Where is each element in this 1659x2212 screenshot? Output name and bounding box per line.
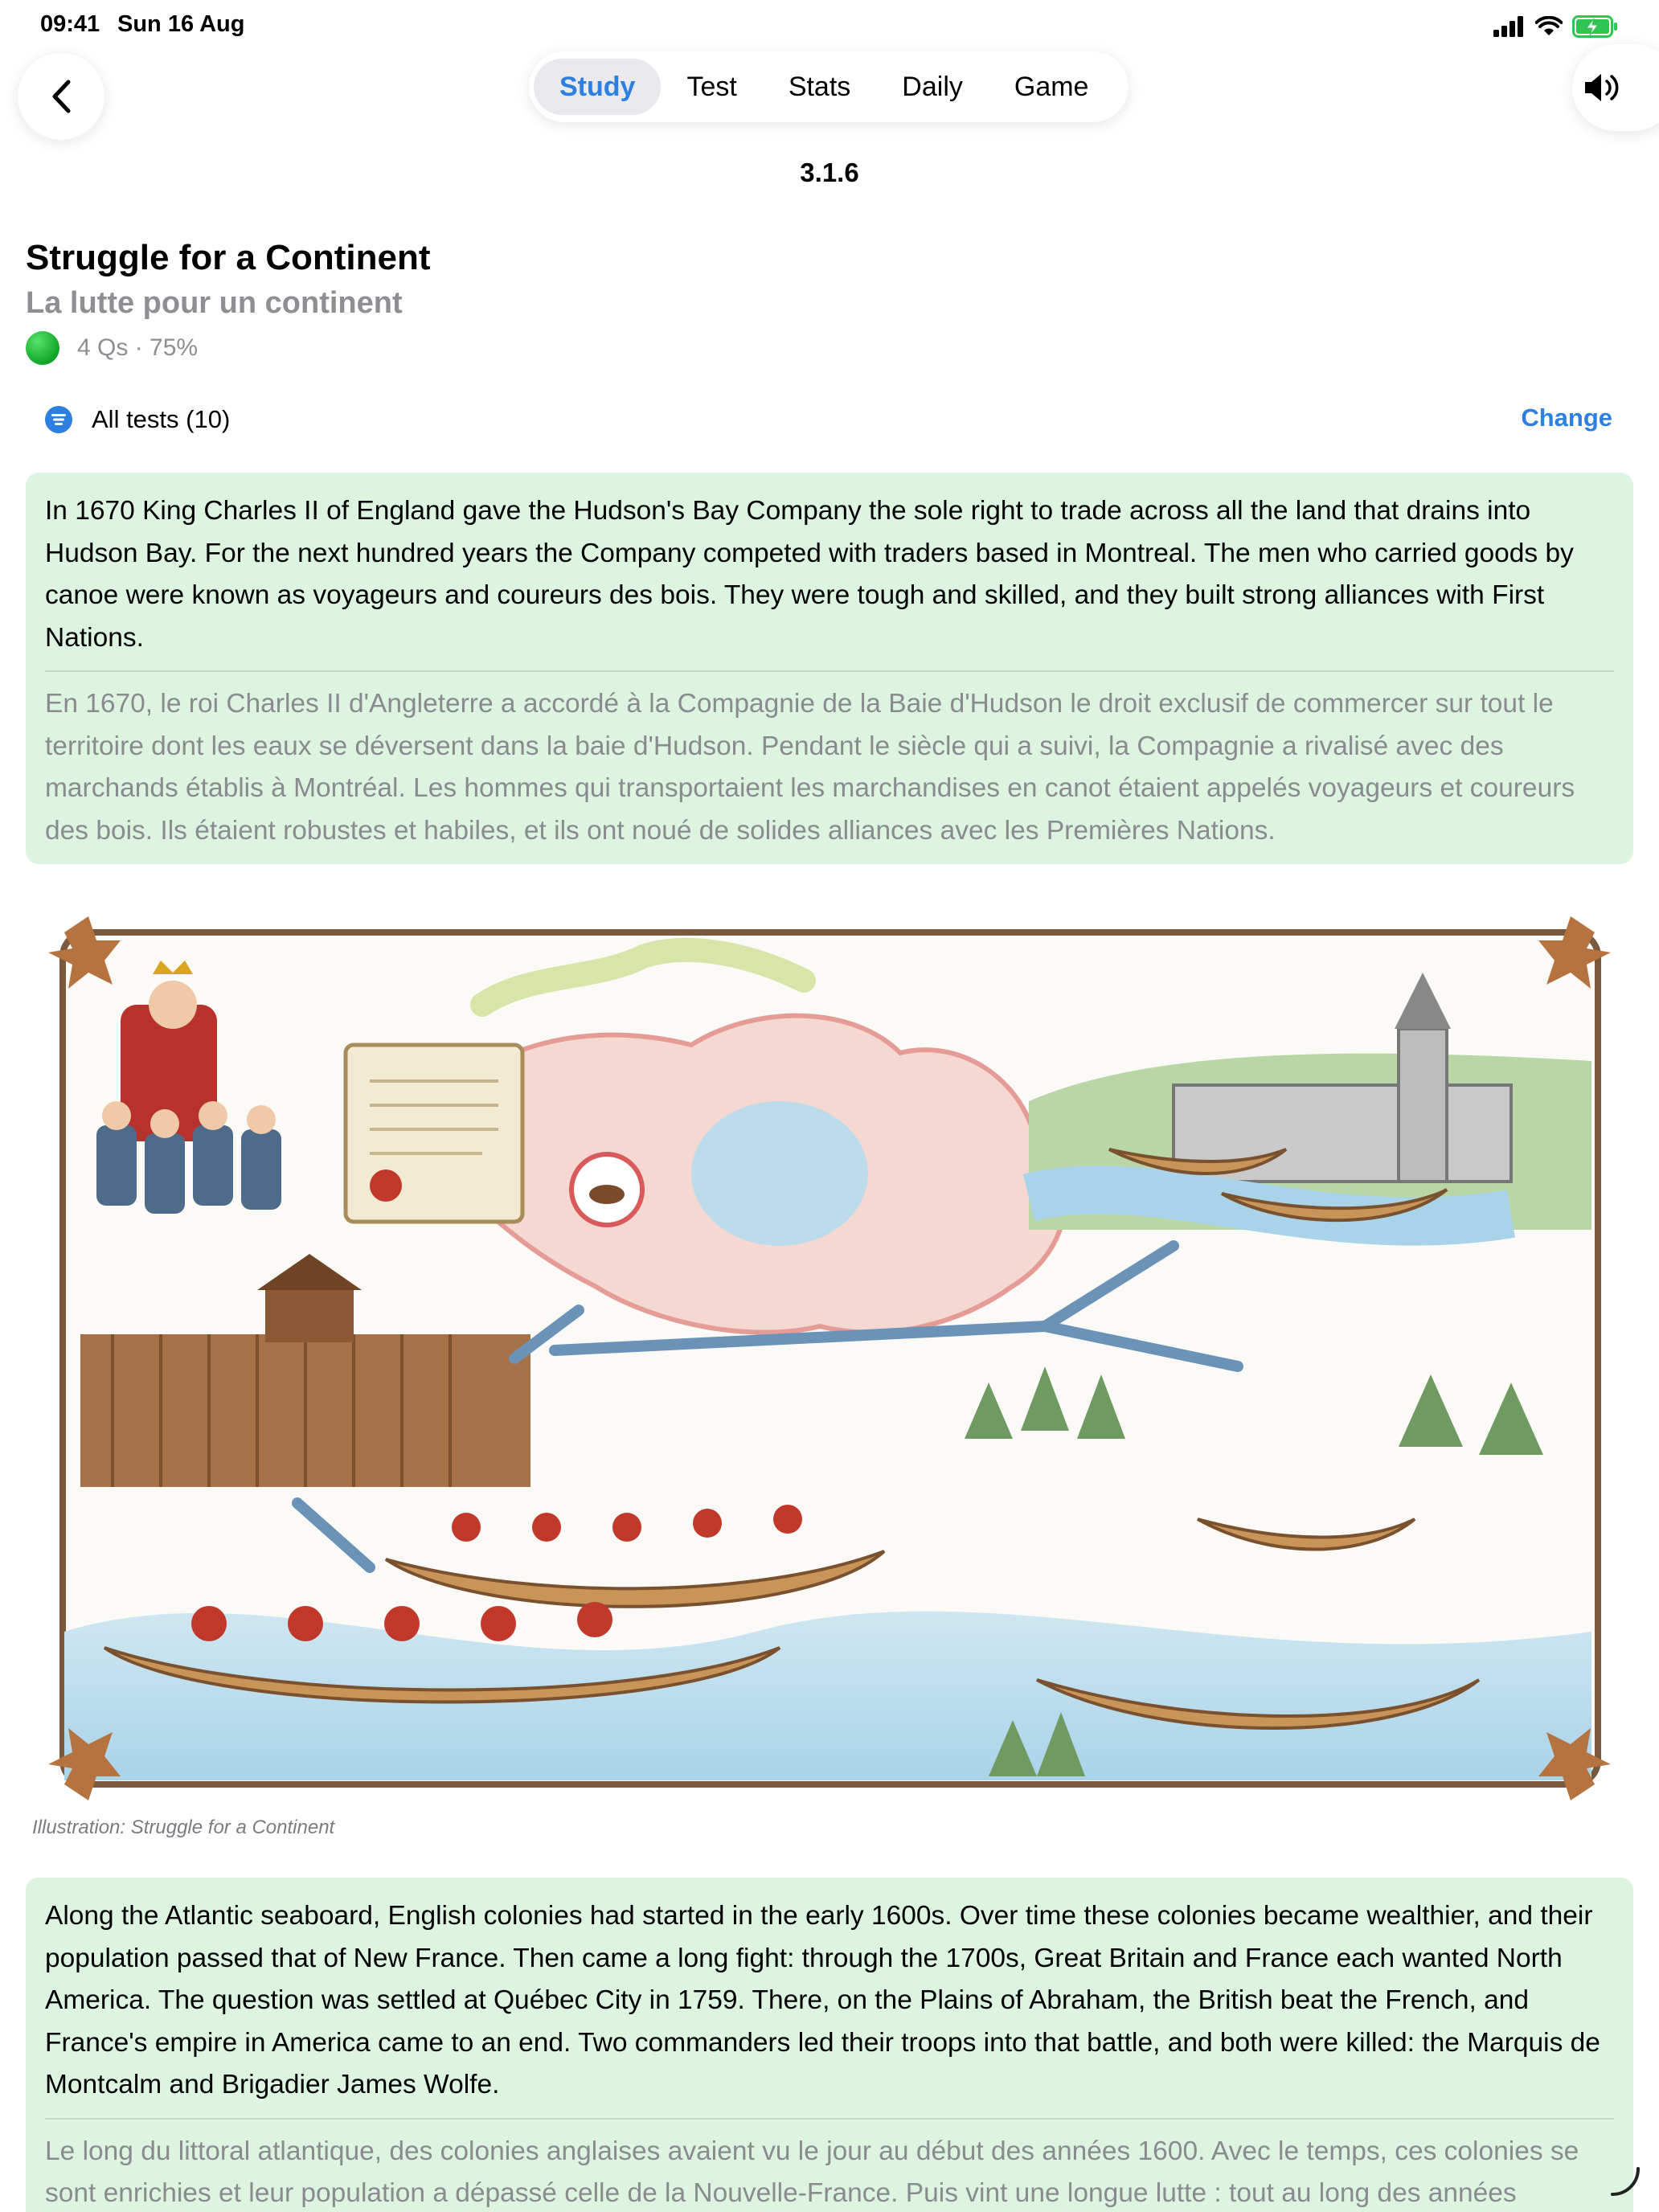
lesson-subtitle: La lutte pour un continent <box>26 286 403 320</box>
paragraph-divider <box>45 670 1614 672</box>
lesson-meta <box>26 331 198 365</box>
list-filter-icon <box>45 406 72 433</box>
tests-label: All tests (10) <box>92 405 231 433</box>
status-time: 09:41 <box>40 11 100 37</box>
paragraph-card <box>26 473 1633 864</box>
tab-study[interactable]: Study <box>534 59 661 115</box>
wifi-icon <box>1535 16 1563 37</box>
status-date: Sun 16 Aug <box>117 11 245 37</box>
paragraph-english: In 1670 King Charles II of England gave the Hudson's Bay Company the sole right to trade across all the land that drains into Hudson Bay. For the next hundred years the Company competed with traders based in Montreal. The men who carried goods by canoe were known as voyageurs and coureurs des bois. They were tough and skilled, and they built strong alliances with First Nations. <box>45 496 1574 653</box>
status-bar <box>0 0 1659 51</box>
tab-game[interactable]: Game <box>1014 72 1089 102</box>
sound-button[interactable] <box>1572 44 1659 131</box>
tests-filter[interactable] <box>45 402 230 437</box>
status-icons <box>1493 14 1619 39</box>
paragraph-english: Along the Atlantic seaboard, English colonies had started in the early 1600s. Over time these colonies became wealthier, and their population passed that of New France. Then came a long fight: through the 1700s, Great Britain and France each wanted North America. The question was settled at Québec City in 1759. There, on the Plains of Abraham, the British beat the French, and France's empire in America came to an end. Two commanders led their troops into that battle, and both were killed: the Marquis de Montcalm and Brigadier James Wolfe. <box>45 1901 1600 2099</box>
resize-handle-icon <box>1609 2165 1641 2198</box>
tab-test[interactable]: Test <box>686 72 737 102</box>
tab-stats[interactable]: Stats <box>788 72 851 102</box>
chevron-left-icon <box>49 79 73 114</box>
paragraph-french: Le long du littoral atlantique, des colonies anglaises avaient vu le jour au début des années 1600. Avec le temps, ces colonies se sont enrichies et leur population a dépassé celle de la Nouvelle-France. Puis vint une longue lutte : tout au long des années <box>45 2136 1579 2208</box>
lesson-illustration <box>32 908 1627 1809</box>
paragraph-divider <box>45 2118 1614 2120</box>
tab-daily[interactable]: Daily <box>902 72 963 102</box>
speaker-icon <box>1582 72 1624 104</box>
back-button[interactable] <box>18 53 104 140</box>
lesson-meta-text: 4 Qs · 75% <box>77 334 199 361</box>
section-number: 3.1.6 <box>800 158 859 187</box>
illustration-caption: Illustration: Struggle for a Continent <box>32 1817 335 1838</box>
battery-charging-icon <box>1572 15 1619 38</box>
lesson-title: Struggle for a Continent <box>26 238 431 277</box>
progress-status-dot <box>26 331 59 365</box>
cellular-signal-icon <box>1493 16 1526 37</box>
paragraph-card <box>26 1878 1633 2212</box>
change-button[interactable]: Change <box>1521 403 1612 432</box>
study-mode-tabs <box>529 51 1129 122</box>
paragraph-french: En 1670, le roi Charles II d'Angleterre a accordé à la Compagnie de la Baie d'Hudson le droit exclusif de commercer sur tout le territoire dont les eaux se déversent dans la baie d'Hudson. Pendant le siècle qui a suivi, la Compagnie a rivalisé avec des marchands établis à Montréal. Les hommes qui transportaient les marchandises en canot étaient appelés voyageurs et coureurs des bois. Ils étaient robustes et habiles, et ils ont noué de solides alliances avec les Premières Nations. <box>45 689 1575 846</box>
